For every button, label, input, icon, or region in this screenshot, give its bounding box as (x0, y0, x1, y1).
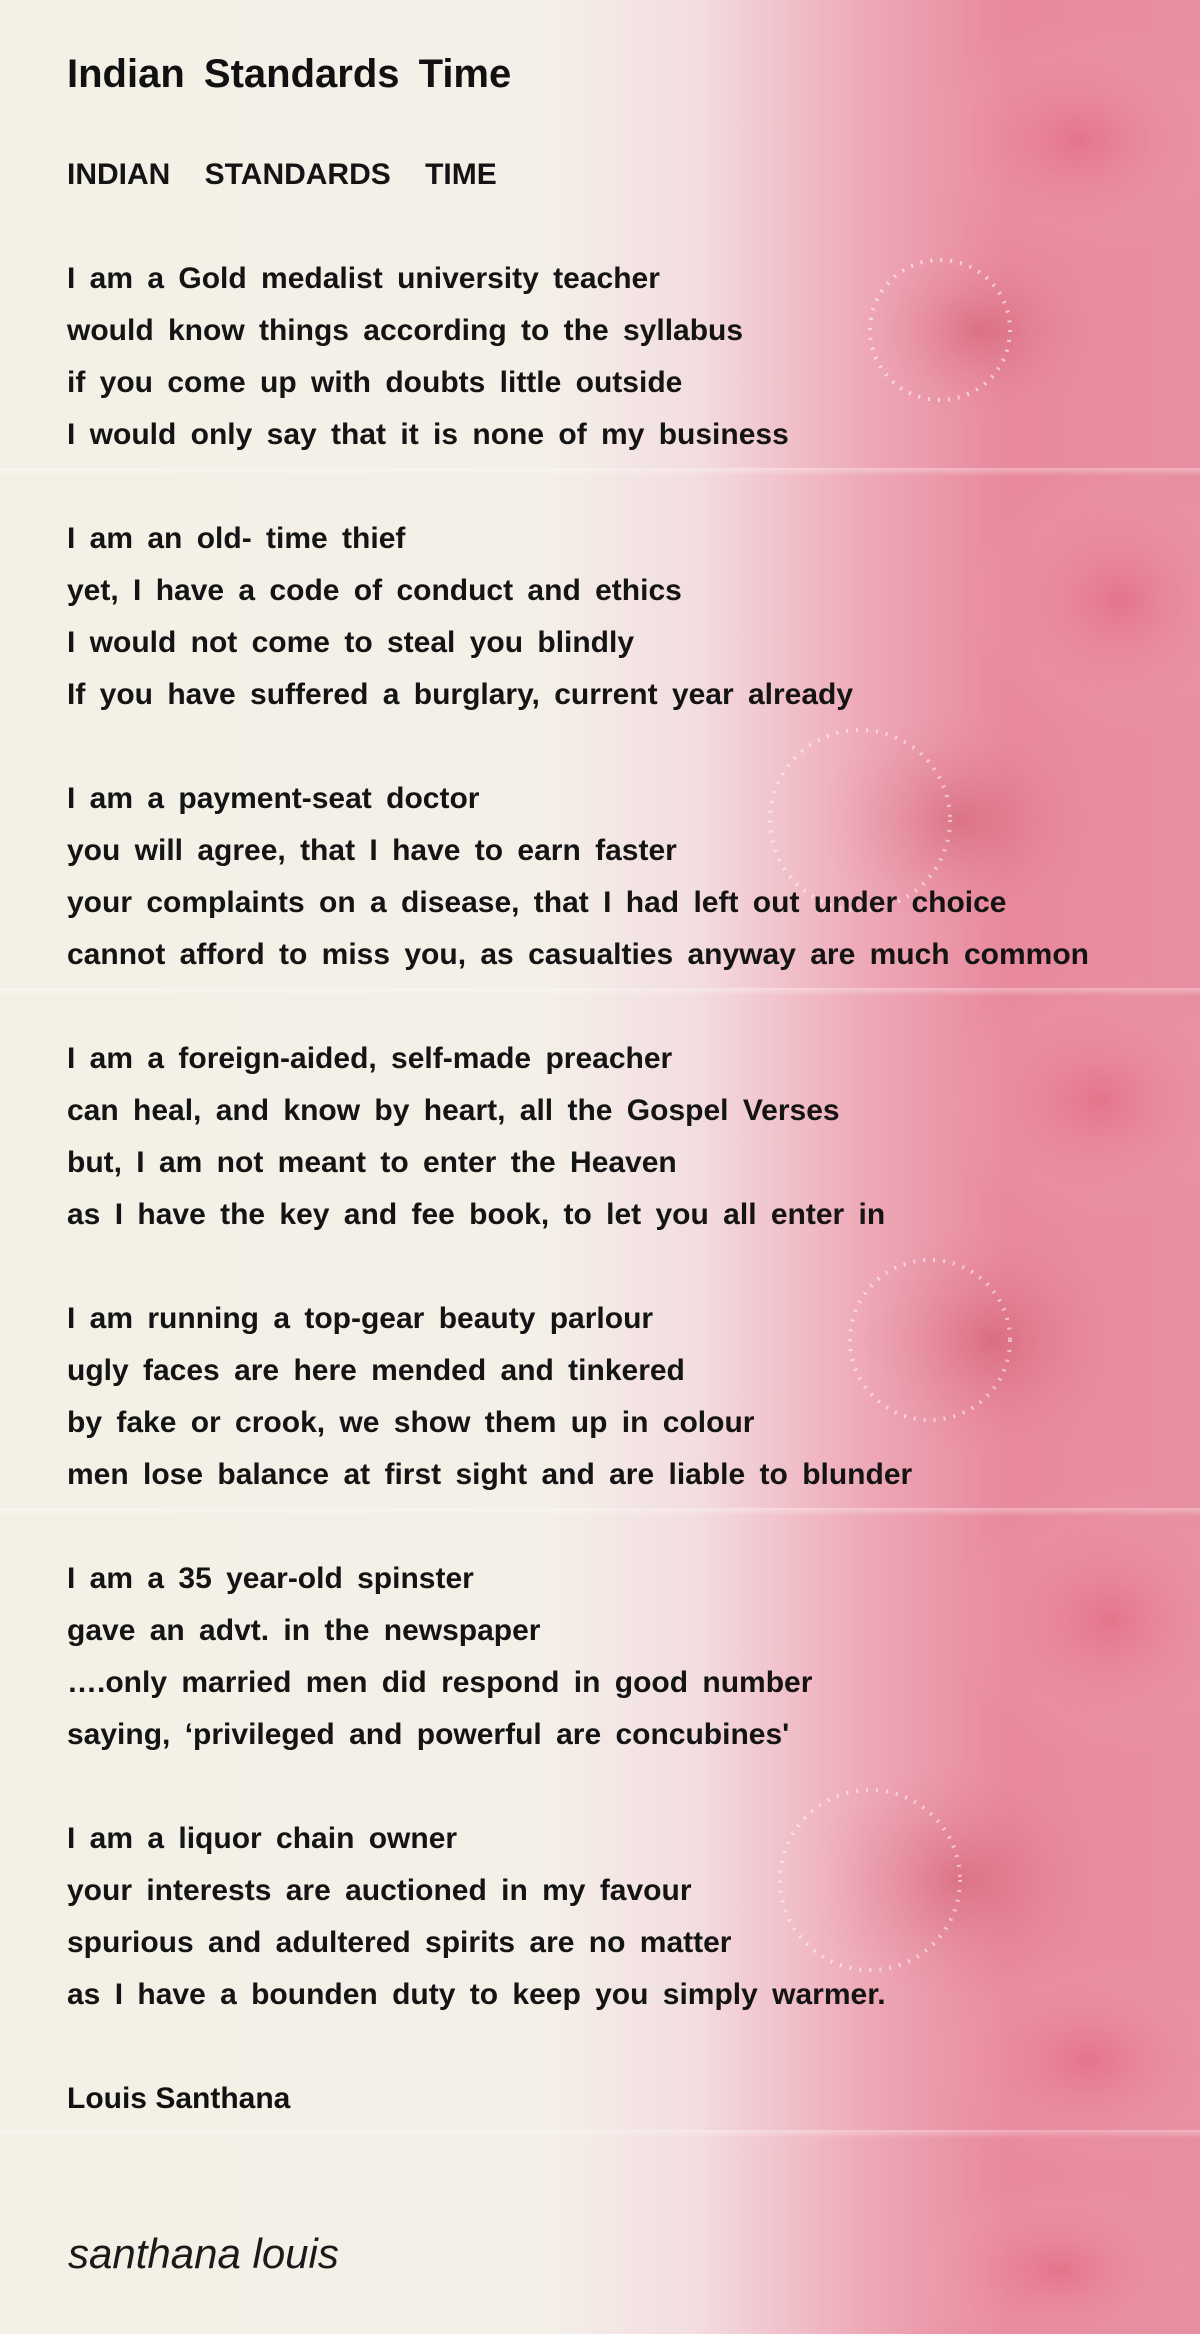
stanza (67, 1293, 1167, 1501)
poem-line: If you have suffered a burglary, current year already (67, 678, 854, 711)
poem-line: I am a foreign-aided, self-made preacher (67, 1042, 673, 1075)
poem-line: your complaints on a disease, that I had left out under choice (67, 886, 1007, 919)
poem-line: you will agree, that I have to earn faster (67, 834, 677, 867)
poem-signature: Louis Santhana (67, 2082, 291, 2115)
stanza-gap (67, 201, 1167, 253)
petal-shape (910, 2180, 1200, 2334)
stanza-gap (67, 981, 1167, 1033)
stanza (67, 1553, 1167, 1761)
stanza-gap (67, 461, 1167, 513)
poem-line: yet, I have a code of conduct and ethics (67, 574, 682, 607)
poem-line: as I have the key and fee book, to let you all enter in (67, 1198, 886, 1231)
poem-line: your interests are auctioned in my favour (67, 1874, 692, 1907)
stanza-gap (67, 1761, 1167, 1813)
poem-line: if you come up with doubts little outside (67, 366, 683, 399)
stanza (67, 1813, 1167, 2021)
poem-line: spurious and adultered spirits are no matter (67, 1926, 732, 1959)
stanza-gap (67, 721, 1167, 773)
footer-author: santhana louis (68, 2230, 339, 2277)
poem-line: ….only married men did respond in good number (67, 1666, 813, 1699)
poem-line: I am an old- time thief (67, 522, 406, 555)
poem-line: ugly faces are here mended and tinkered (67, 1354, 685, 1387)
poem-body (67, 149, 1167, 2125)
stanza (67, 773, 1167, 981)
poem-line: as I have a bounden duty to keep you simply warmer. (67, 1978, 886, 2011)
stanza (67, 253, 1167, 461)
poem-line: I would not come to steal you blindly (67, 626, 635, 659)
stanza-gap (67, 2021, 1167, 2073)
page-title: Indian Standards Time (67, 52, 512, 96)
poem-line: I would only say that it is none of my business (67, 418, 789, 451)
poem-line: cannot afford to miss you, as casualties anyway are much common (67, 938, 1089, 971)
poem-line: but, I am not meant to enter the Heaven (67, 1146, 677, 1179)
poem-line: I am a liquor chain owner (67, 1822, 458, 1855)
stanza (67, 1033, 1167, 1241)
poem-line: would know things according to the syllabus (67, 314, 744, 347)
stanza (67, 513, 1167, 721)
stanza-gap (67, 1241, 1167, 1293)
poem-line: I am running a top-gear beauty parlour (67, 1302, 654, 1335)
poem-heading: INDIAN STANDARDS TIME (67, 158, 497, 191)
poem-line: I am a Gold medalist university teacher (67, 262, 660, 295)
poem-line: I am a 35 year-old spinster (67, 1562, 474, 1595)
poem-line: men lose balance at first sight and are liable to blunder (67, 1458, 913, 1491)
poem-line: by fake or crook, we show them up in colour (67, 1406, 755, 1439)
poem-line: I am a payment-seat doctor (67, 782, 480, 815)
stanza-gap (67, 1501, 1167, 1553)
poem-line: saying, ‘privileged and powerful are concubines' (67, 1718, 790, 1751)
poem-line: gave an advt. in the newspaper (67, 1614, 541, 1647)
poem-line: can heal, and know by heart, all the Gospel Verses (67, 1094, 840, 1127)
